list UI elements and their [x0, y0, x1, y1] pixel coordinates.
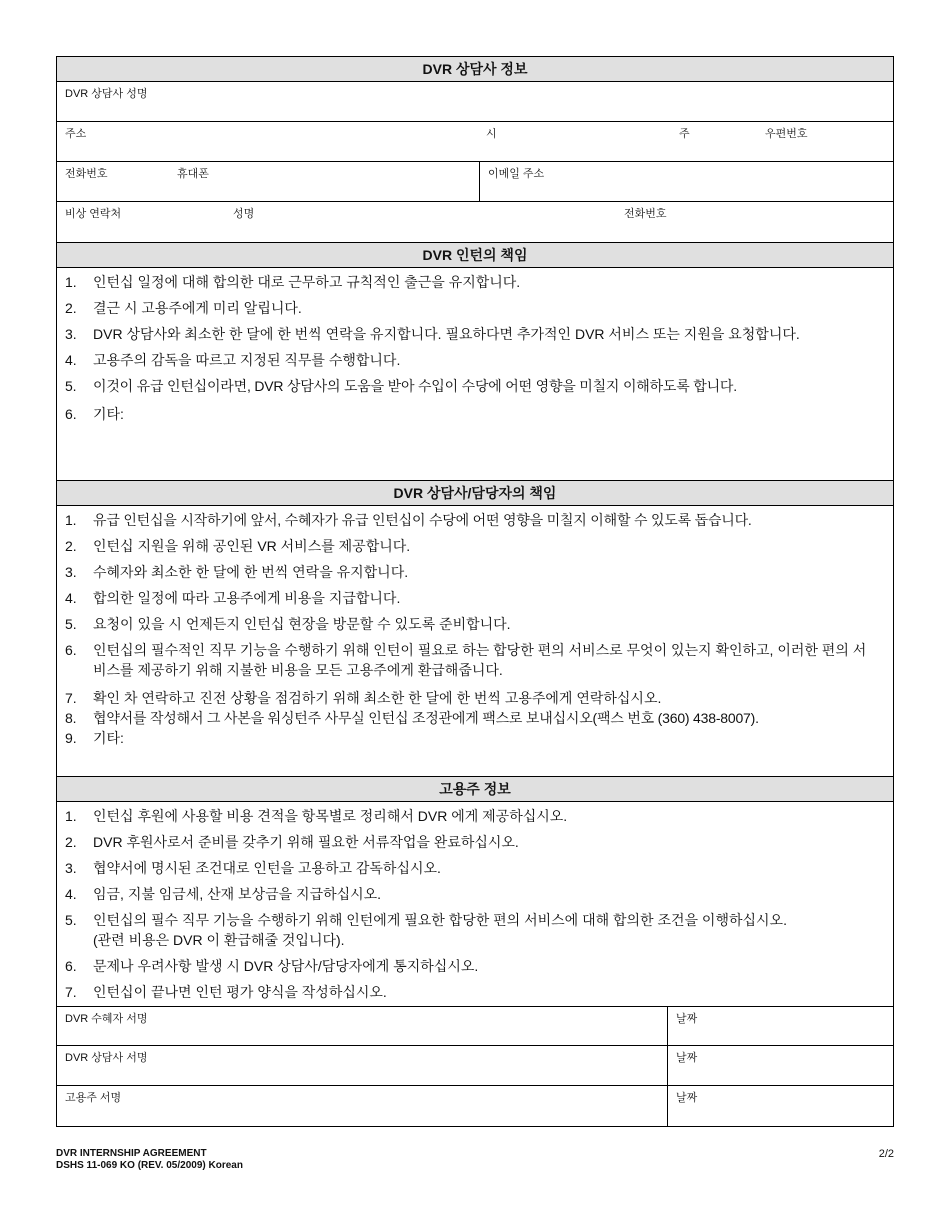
address-field[interactable]: [57, 122, 893, 161]
intern-responsibilities-list: [57, 272, 893, 424]
recipient-signature-label: DVR 수혜자 서명: [65, 1013, 148, 1025]
list-item: 3. 협약서에 명시된 조건대로 인턴을 고용하고 감독하십시오.: [65, 860, 441, 876]
list-item: 1. 인턴십 일정에 대해 합의한 대로 근무하고 규칙적인 출근을 유지합니다.: [65, 274, 521, 290]
email-field[interactable]: [480, 162, 893, 201]
address-label: 주소: [65, 128, 87, 140]
list-item: 5. 이것이 유급 인턴십이라면, DVR 상담사의 도움을 받아 수입이 수당에 어떤 영향을 미칠지 이해하도록 합니다.: [65, 378, 737, 394]
list-item: 9. 기타:: [65, 730, 124, 746]
counselor-signature-label: DVR 상담사 서명: [65, 1052, 148, 1064]
list-item: 2. 결근 시 고용주에게 미리 알립니다.: [65, 300, 302, 316]
emergency-label: 비상 연락처: [65, 208, 122, 220]
counselor-name-label: DVR 상담사 성명: [65, 88, 148, 100]
list-item: 7. 인턴십이 끝나면 인턴 평가 양식을 작성하십시오.: [65, 984, 387, 1000]
counselor-name-row: [57, 82, 893, 122]
form-footer: [56, 1148, 243, 1172]
phone-label: 전화번호: [65, 168, 108, 180]
mobile-label: 휴대폰: [177, 168, 209, 180]
emergency-row: [57, 202, 893, 242]
employer-date-field[interactable]: [668, 1086, 893, 1126]
form-title: DVR INTERNSHIP AGREEMENT: [56, 1148, 207, 1159]
employer-info-title: 고용주 정보: [57, 776, 893, 802]
counselor-date-field[interactable]: [668, 1046, 893, 1085]
list-item: 3. DVR 상담사와 최소한 한 달에 한 번씩 연락을 유지합니다. 필요하다면 추가적인 DVR 서비스 또는 지원을 요청합니다.: [65, 326, 800, 342]
intern-responsibilities-section: [57, 268, 893, 480]
employer-signature-label: 고용주 서명: [65, 1092, 122, 1104]
list-item: 4. 임금, 지불 임금세, 산재 보상금을 지급하십시오.: [65, 886, 382, 902]
city-label: 시: [486, 128, 497, 140]
employer-info-list: [57, 806, 893, 1002]
address-row: [57, 122, 893, 162]
list-item: 2. 인턴십 지원을 위해 공인된 VR 서비스를 제공합니다.: [65, 538, 411, 554]
list-item: 6. 인턴십의 필수적인 직무 기능을 수행하기 위해 인턴이 필요로 하는 합당한 편의 서비스로 무엇이 있는지 확인하고, 이러한 편의 서비스를 제공하기 위해 지불한 비용을 모든 고용주에게 환급해줍니다.: [65, 642, 867, 678]
intern-responsibilities-title: DVR 인턴의 책임: [57, 242, 893, 268]
date-label: 날짜: [676, 1092, 698, 1104]
counselor-info-title: DVR 상담사 정보: [57, 57, 893, 82]
emergency-field[interactable]: [57, 202, 893, 242]
phone-field[interactable]: [57, 162, 480, 201]
form-number: DSHS 11-069 KO (REV. 05/2009) Korean: [56, 1160, 243, 1171]
state-label: 주: [679, 128, 690, 140]
list-item: 3. 수혜자와 최소한 한 달에 한 번씩 연락을 유지합니다.: [65, 564, 409, 580]
list-item: 6. 기타:: [65, 406, 124, 422]
counselor-signature-row: [57, 1046, 893, 1086]
counselor-responsibilities-section: [57, 506, 893, 776]
recipient-signature-field[interactable]: [57, 1007, 668, 1045]
counselor-responsibilities-title: DVR 상담사/담당자의 책임: [57, 480, 893, 506]
date-label: 날짜: [676, 1052, 698, 1064]
list-item: 6. 문제나 우려사항 발생 시 DVR 상담사/담당자에게 통지하십시오.: [65, 958, 479, 974]
page-number: 2/2: [878, 1148, 894, 1160]
counselor-signature-field[interactable]: [57, 1046, 668, 1085]
list-item: 4. 합의한 일정에 따라 고용주에게 비용을 지급합니다.: [65, 590, 401, 606]
recipient-signature-row: [57, 1006, 893, 1046]
list-item: 8. 협약서를 작성해서 그 사본을 워싱턴주 사무실 인턴십 조정관에게 팩스로 보내십시오(팩스 번호 (360) 438-8007).: [65, 710, 759, 726]
list-item: 1. 유급 인턴십을 시작하기에 앞서, 수혜자가 유급 인턴십이 수당에 어떤 영향을 미칠지 이해할 수 있도록 돕습니다.: [65, 512, 752, 528]
list-item: 4. 고용주의 감독을 따르고 지정된 직무를 수행합니다.: [65, 352, 401, 368]
emergency-name-label: 성명: [233, 208, 255, 220]
internship-agreement-form: [56, 56, 894, 1127]
email-label: 이메일 주소: [488, 168, 545, 180]
zip-label: 우편번호: [765, 128, 808, 140]
list-item: 2. DVR 후원사로서 준비를 갖추기 위해 필요한 서류작업을 완료하십시오.: [65, 834, 519, 850]
list-item: 5. 요청이 있을 시 언제든지 인턴십 현장을 방문할 수 있도록 준비합니다.: [65, 616, 511, 632]
contact-row: [57, 162, 893, 202]
list-item: 1. 인턴십 후원에 사용할 비용 견적을 항목별로 정리해서 DVR 에게 제공하십시오.: [65, 808, 568, 824]
emergency-phone-label: 전화번호: [624, 208, 667, 220]
list-item: 7. 확인 차 연락하고 진전 상황을 점검하기 위해 최소한 한 달에 한 번씩 고용주에게 연락하십시오.: [65, 690, 662, 706]
employer-info-section: [57, 802, 893, 1006]
employer-signature-row: [57, 1086, 893, 1126]
counselor-name-field[interactable]: [57, 82, 893, 121]
recipient-date-field[interactable]: [668, 1007, 893, 1045]
list-item: 5. 인턴십의 필수 직무 기능을 수행하기 위해 인턴에게 필요한 합당한 편의 서비스에 대해 합의한 조건을 이행하십시오.(관련 비용은 DVR 이 환급해줄 것입니다).: [65, 912, 787, 948]
date-label: 날짜: [676, 1013, 698, 1025]
counselor-responsibilities-list: [57, 510, 893, 748]
employer-signature-field[interactable]: [57, 1086, 668, 1126]
